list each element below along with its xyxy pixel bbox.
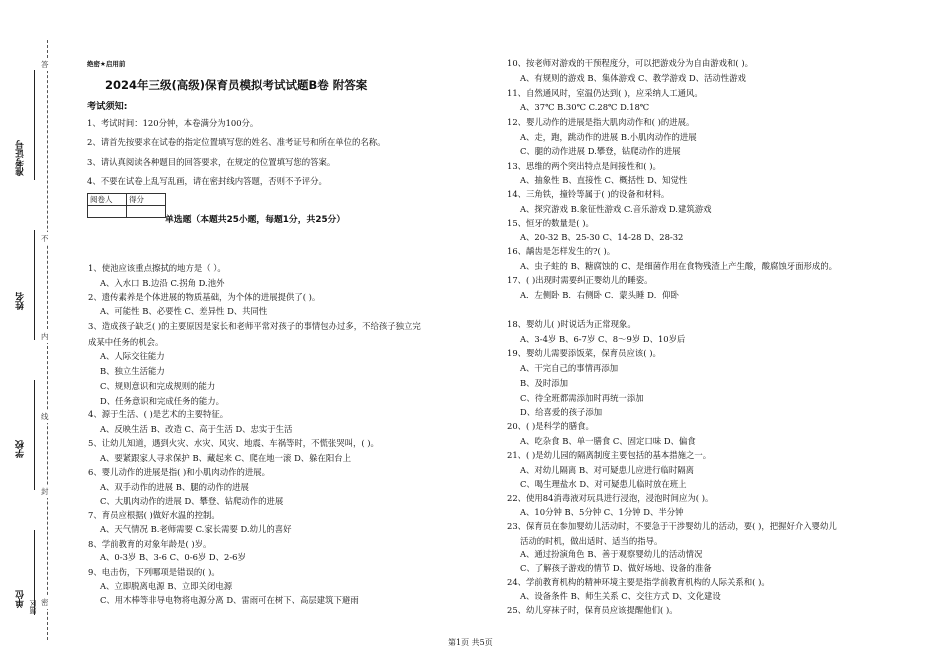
question-text: 18、婴幼儿( )时说话为正常现象。 [507, 319, 636, 329]
answer-option: A、走，跑，跳动作的进展 B.小肌肉动作的进展 [520, 132, 697, 142]
answer-option: A、通过扮演角色 B、善于观察婴幼儿的活动情况 [520, 549, 703, 559]
score-cell[interactable] [127, 206, 166, 218]
notice-item: 1、考试时间：120分钟，本卷满分为100分。 [87, 118, 259, 128]
answer-option: A、有规则的游戏 B、集体游戏 C、教学游戏 D、活动性游戏 [520, 73, 746, 83]
grader-label: 阅卷人 [88, 194, 127, 206]
score-label: 得分 [127, 194, 166, 206]
question-text: 24、学前教育机构的精神环境主要是指学前教育机构的人际关系和( )。 [507, 577, 770, 587]
exam-number-label: 准考证号 [16, 140, 26, 176]
answer-option: A、抽象性 B、直接性 C、概括性 D、知觉性 [520, 175, 688, 185]
answer-option: A、入水口 B.边沿 C.拐角 D.池外 [100, 278, 225, 288]
notice-item: 4、不要在试卷上乱写乱画，请在密封线内答题，否则不予评分。 [87, 176, 327, 186]
question-text: 活动的时机，做出适时、适当的指导。 [520, 536, 663, 546]
notice-item: 2、请首先按要求在试卷的指定位置填写您的姓名、准考证号和所在单位的名称。 [87, 137, 386, 147]
question-text: 8、学前教育的对象年龄是( )岁。 [88, 539, 212, 549]
question-text: 16、龋齿是怎样发生的?( )。 [507, 246, 616, 256]
question-text: 15、恒牙的数量是( )。 [507, 218, 594, 228]
answer-option: A、干完自己的事情再添加 [520, 363, 619, 373]
section-title: 单选题（本题共25小题，每题1分，共25分） [165, 215, 346, 225]
answer-option: A．左侧卧 B．右侧卧 C．蒙头睡 D．仰卧 [520, 290, 679, 300]
seal-mark: 封 [41, 487, 49, 496]
page-title: 2024年三级(高级)保育员模拟考试试题B卷 附答案 [105, 78, 368, 92]
answer-option: C、了解孩子游戏的情节 D、做好场地、设备的准备 [520, 563, 712, 573]
question-text: 19、婴幼儿需要添饭菜，保育员应该( )。 [507, 348, 661, 358]
question-text: 3、造成孩子缺乏( )的主要原因是家长和老师平常对孩子的事情包办过多，不给孩子独立完 [88, 321, 421, 331]
question-text: 20、( )是科学的膳食。 [507, 421, 594, 431]
question-text: 7、育员应根据( )做好水温的控制。 [88, 510, 220, 520]
answer-option: A、设备条件 B、师生关系 C、交往方式 D、文化建设 [520, 591, 721, 601]
answer-option: A、对幼儿隔离 B、对可疑患儿应进行临时隔离 [520, 465, 694, 475]
grader-cell[interactable] [88, 206, 127, 218]
question-text: 21、( )是幼儿园的隔离制度主要包括的基本措施之一。 [507, 450, 712, 460]
answer-option: C、规则意识和完成规则的能力 [100, 381, 216, 391]
answer-option: B、独立生活能力 [100, 366, 165, 376]
answer-option: A、3-4岁 B、6-7岁 C、8～9岁 D、10岁后 [520, 334, 686, 344]
question-text: 5、让幼儿知道，遇到火灾、水灾、风灾、地震、车祸等时，不慌张哭叫，( )。 [88, 438, 379, 448]
question-text: 14、三角铁，撞铃等属于( )的设备和材料。 [507, 189, 670, 199]
seal-mark: 不 [41, 234, 49, 243]
unit-line[interactable] [34, 530, 35, 615]
question-text: 2、遗传素养是个体进展的物质基础，为个体的进展提供了( )。 [88, 292, 321, 302]
school-line[interactable] [34, 380, 35, 490]
answer-option: A、可能性 B、必要性 C、差异性 D、共同性 [100, 306, 268, 316]
answer-option: A、0-3岁 B、3-6 C、0-6岁 D、2-6岁 [100, 552, 246, 562]
name-label: 姓名 [16, 292, 26, 310]
answer-option: A、37℃ B.30℃ C.28℃ D.18℃ [520, 102, 650, 112]
answer-option: C、腿的动作进展 D.攀登，钻爬动作的进展 [520, 146, 681, 156]
answer-option: A、反映生活 B、改造 C、高于生活 D、忠实于生活 [100, 424, 293, 434]
seal-mark: 密 [41, 598, 49, 607]
answer-option: C、待全班都需添加时再统一添加 [520, 393, 644, 403]
question-text: 10、按老师对游戏的干预程度分，可以把游戏分为自由游戏和( )。 [507, 58, 753, 68]
question-text: 9、电击伤，下列哪项是错误的( )。 [88, 567, 220, 577]
answer-option: A、探究游戏 B.象征性游戏 C.音乐游戏 D.建筑游戏 [520, 204, 712, 214]
unit-label: 单位 [16, 590, 26, 608]
school-label: 学校 [16, 440, 26, 458]
answer-option: A、吃杂食 B、单一膳食 C、固定口味 D、偏食 [520, 436, 696, 446]
answer-option: A、双手动作的进展 B、腿的动作的进展 [100, 482, 249, 492]
binding-strip [0, 0, 70, 671]
question-text: 1、使池应该重点擦拭的地方是（ ）。 [88, 263, 226, 273]
question-text: 17、( )出现时需要纠正婴幼儿的睡姿。 [507, 275, 653, 285]
question-text: 22、使用84消毒液对玩具进行浸泡，浸泡时间应为( )。 [507, 493, 714, 503]
question-text: 12、婴儿动作的进展是指大肌肉动作和( )的进展。 [507, 117, 695, 127]
answer-option: A、10分钟 B、5分钟 C、1分钟 D、半分钟 [520, 507, 684, 517]
seal-mark: 线 [41, 412, 49, 421]
notice-heading: 考试须知: [87, 101, 128, 112]
name-line[interactable] [34, 230, 35, 340]
answer-option: D、给喜爱的孩子添加 [520, 407, 603, 417]
question-text: 4、源于生活、( )是艺术的主要特征。 [88, 409, 229, 419]
answer-option: A、20-32 B、25-30 C、14-28 D、28-32 [520, 232, 684, 242]
question-text: 25、幼儿穿袜子时，保育员应该提醒他们( )。 [507, 605, 678, 615]
answer-option: A、立即脱离电源 B、立即关闭电源 [100, 581, 233, 591]
answer-option: A、要紧跟家人寻求保护 B、藏起来 C、爬在地一滚 D、躲在阳台上 [100, 453, 352, 463]
answer-option: C、大肌肉动作的进展 D、攀登、钻爬动作的进展 [100, 496, 284, 506]
exam-number-line[interactable] [34, 70, 35, 180]
district-label: 题区 [29, 600, 37, 614]
answer-option: C、用木棒等非导电物将电源分离 D、雷雨可在树下、高层建筑下避雨 [100, 595, 359, 605]
answer-option: B、及时添加 [520, 378, 569, 388]
question-text: 6、婴儿动作的进展是指( )和小肌肉动作的进展。 [88, 467, 271, 477]
answer-option: D、任务意识和完成任务的能力。 [100, 396, 224, 406]
score-box [87, 193, 166, 218]
notice-item: 3、请认真阅读各种题目的回答要求，在规定的位置填写您的答案。 [87, 157, 336, 167]
answer-option: A、人际交往能力 [100, 351, 165, 361]
answer-option: A、天气情况 B.老师需要 C.家长需要 D.幼儿的喜好 [100, 524, 292, 534]
seal-mark: 答 [41, 60, 49, 69]
page-number: 第1页 共5页 [448, 638, 493, 647]
answer-option: A、虫子蛀的 B、糖腐蚀的 C、是细菌作用在食物残渣上产生酸，酸腐蚀牙面形成的。 [520, 261, 838, 271]
answer-option: C、喝生理盐水 D、对可疑患儿临时放在班上 [520, 479, 687, 489]
secret-tag: 绝密★启用前 [87, 60, 126, 68]
question-text: 11、自然通风时，室温仍达到( )，应采纳人工通风。 [507, 88, 703, 98]
question-text: 成某中任务的机会。 [88, 337, 164, 347]
question-text: 23、保育员在参加婴幼儿活动时，不要急于干涉婴幼儿的活动，要( )，把握好介入婴幼儿 [507, 521, 837, 531]
seal-mark: 内 [41, 332, 49, 341]
question-text: 13、思维的两个突出特点是间接性和( )。 [507, 161, 661, 171]
